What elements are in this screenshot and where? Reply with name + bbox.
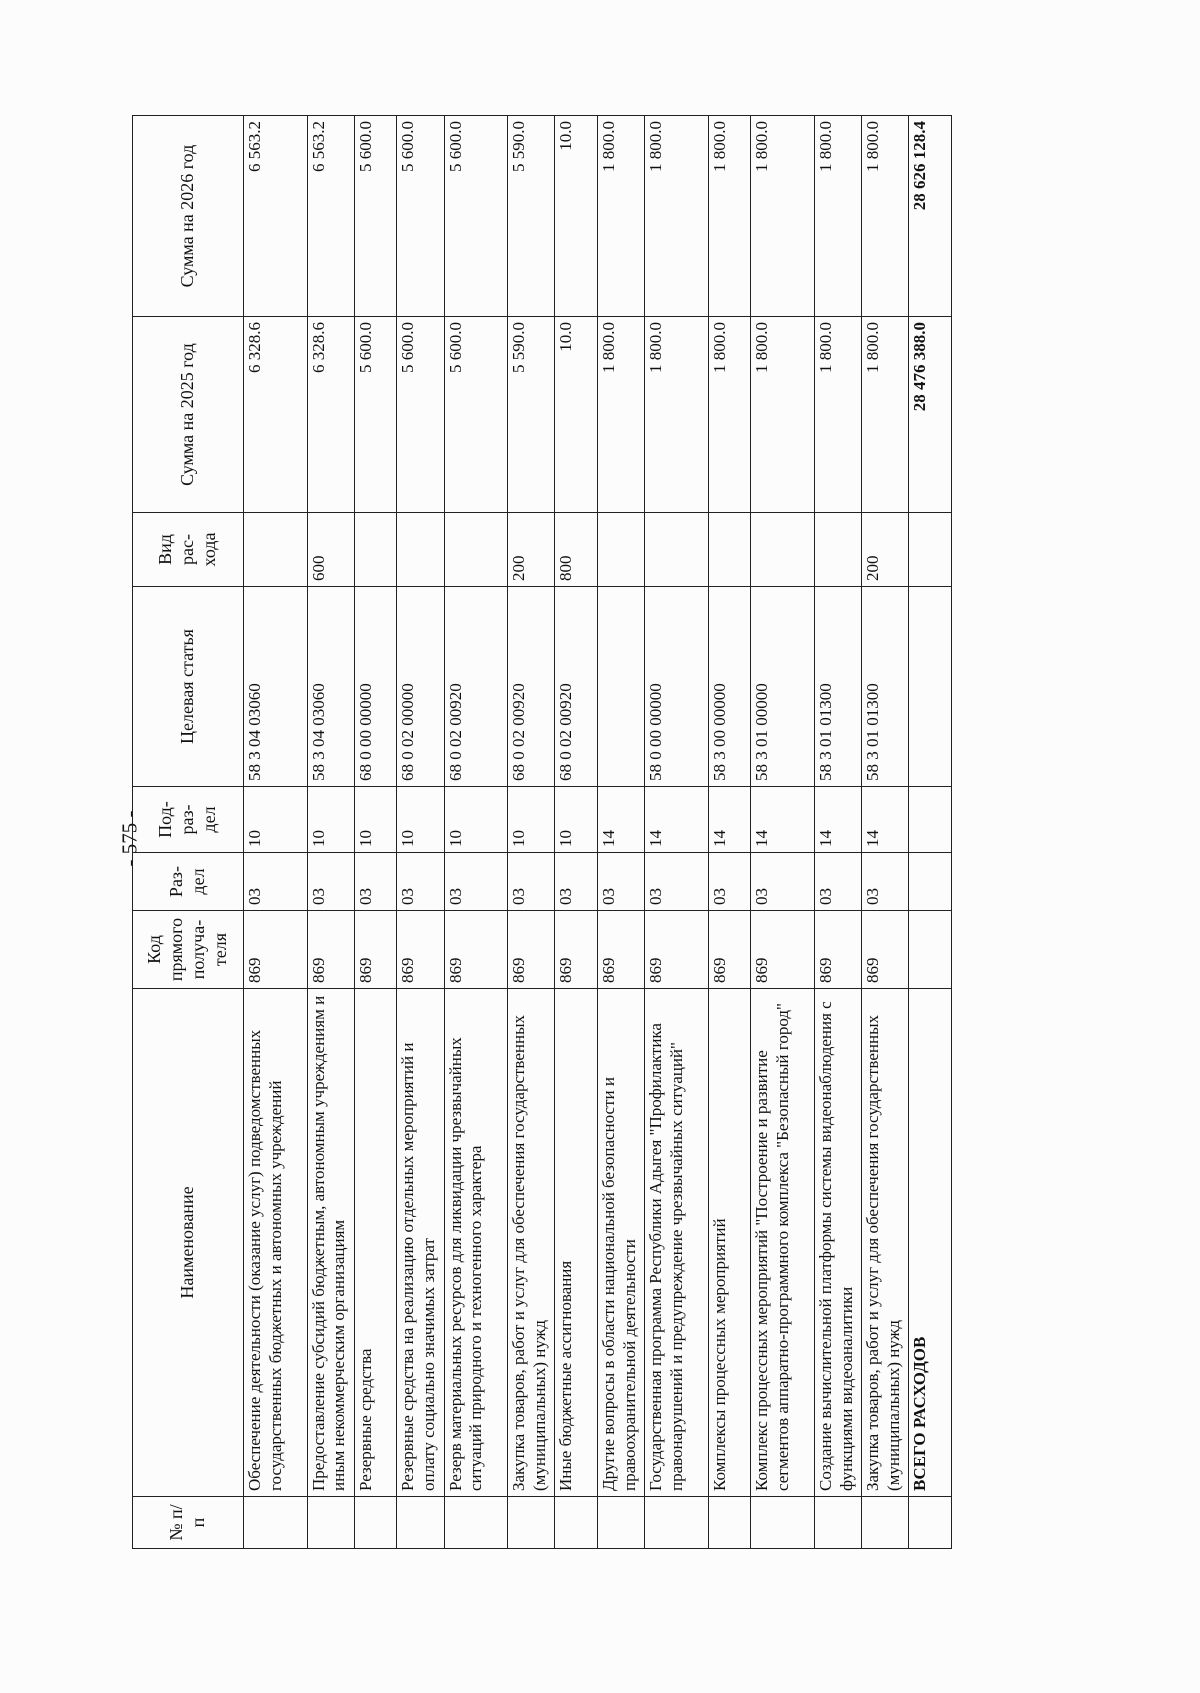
cell-sum2025: 1 800.0 xyxy=(708,317,750,513)
cell-section: 03 xyxy=(815,853,862,911)
cell-sum2025: 6 328.6 xyxy=(244,317,308,513)
cell-expense-type xyxy=(645,513,709,587)
cell-expense-type xyxy=(751,513,815,587)
cell-subsection: 14 xyxy=(645,787,709,853)
cell-name: Комплексы процессных мероприятий xyxy=(708,989,750,1497)
cell-name: Резерв материальных ресурсов для ликвидации чрезвычайных ситуаций природного и техногенного характера xyxy=(444,989,508,1497)
cell-sum2026: 1 800.0 xyxy=(862,116,909,317)
cell-sum2026: 1 800.0 xyxy=(751,116,815,317)
cell-num xyxy=(444,1497,508,1549)
cell-expense-type xyxy=(244,513,308,587)
cell-recipient: 869 xyxy=(244,911,308,989)
cell-sum2025: 1 800.0 xyxy=(751,317,815,513)
cell-target: 58 3 04 03060 xyxy=(307,587,354,787)
cell-section: 03 xyxy=(751,853,815,911)
cell-sum2025: 1 800.0 xyxy=(645,317,709,513)
table-row xyxy=(354,116,396,1549)
cell-num xyxy=(597,1497,644,1549)
cell-num xyxy=(862,1497,909,1549)
cell-section: 03 xyxy=(645,853,709,911)
table-row xyxy=(597,116,644,1549)
cell-section xyxy=(909,853,952,911)
table-row xyxy=(645,116,709,1549)
cell-sum2025: 5 600.0 xyxy=(397,317,444,513)
cell-target: 58 0 00 00000 xyxy=(645,587,709,787)
header-target: Целевая статья xyxy=(133,587,244,787)
header-row xyxy=(133,116,244,1549)
total-sum2026: 28 626 128.4 xyxy=(909,116,952,317)
cell-name: Резервные средства xyxy=(354,989,396,1497)
cell-sum2025: 5 600.0 xyxy=(354,317,396,513)
cell-expense-type xyxy=(597,513,644,587)
cell-recipient: 869 xyxy=(444,911,508,989)
cell-sum2026: 1 800.0 xyxy=(815,116,862,317)
cell-expense-type: 200 xyxy=(508,513,555,587)
cell-sum2025: 10.0 xyxy=(555,317,597,513)
cell-name: Закупка товаров, работ и услуг для обеспечения государственных (муниципальных) нужд xyxy=(862,989,909,1497)
cell-target: 68 0 02 00920 xyxy=(508,587,555,787)
cell-subsection xyxy=(909,787,952,853)
cell-sum2026: 1 800.0 xyxy=(708,116,750,317)
cell-expense-type xyxy=(444,513,508,587)
cell-expense-type xyxy=(397,513,444,587)
cell-sum2026: 5 600.0 xyxy=(354,116,396,317)
table-row xyxy=(751,116,815,1549)
cell-target: 68 0 02 00920 xyxy=(555,587,597,787)
cell-subsection: 14 xyxy=(597,787,644,853)
cell-target: 68 0 02 00000 xyxy=(397,587,444,787)
page-number: - 575 - xyxy=(117,810,142,867)
cell-sum2025: 1 800.0 xyxy=(862,317,909,513)
cell-expense-type xyxy=(909,513,952,587)
cell-expense-type: 600 xyxy=(307,513,354,587)
cell-num xyxy=(307,1497,354,1549)
table-row xyxy=(307,116,354,1549)
cell-section: 03 xyxy=(862,853,909,911)
cell-subsection: 10 xyxy=(444,787,508,853)
total-row xyxy=(909,116,952,1549)
total-sum2025: 28 476 388.0 xyxy=(909,317,952,513)
cell-recipient: 869 xyxy=(508,911,555,989)
budget-table xyxy=(132,115,952,1549)
cell-sum2025: 6 328.6 xyxy=(307,317,354,513)
cell-recipient: 869 xyxy=(354,911,396,989)
cell-recipient: 869 xyxy=(397,911,444,989)
cell-recipient: 869 xyxy=(555,911,597,989)
header-expense-type: Вид рас-хода xyxy=(133,513,244,587)
header-name: Наименование xyxy=(133,989,244,1497)
cell-name: Государственная программа Республики Адыгея "Профилактика правонарушений и предупреждение чрезвычайных ситуаций" xyxy=(645,989,709,1497)
header-recipient: Код прямого получа-теля xyxy=(133,911,244,989)
cell-sum2026: 10.0 xyxy=(555,116,597,317)
cell-subsection: 10 xyxy=(397,787,444,853)
cell-name: Комплекс процессных мероприятий "Построение и развитие сегментов аппаратно-программного комплекса "Безопасный город" xyxy=(751,989,815,1497)
cell-recipient: 869 xyxy=(645,911,709,989)
cell-section: 03 xyxy=(354,853,396,911)
cell-target xyxy=(909,587,952,787)
cell-subsection: 10 xyxy=(354,787,396,853)
table-row xyxy=(708,116,750,1549)
table-row xyxy=(397,116,444,1549)
cell-target: 68 0 02 00920 xyxy=(444,587,508,787)
cell-subsection: 10 xyxy=(508,787,555,853)
table-row xyxy=(508,116,555,1549)
cell-name: Другие вопросы в области национальной безопасности и правоохранительной деятельности xyxy=(597,989,644,1497)
header-num: № п/п xyxy=(133,1497,244,1549)
cell-sum2026: 5 590.0 xyxy=(508,116,555,317)
cell-expense-type: 800 xyxy=(555,513,597,587)
cell-num xyxy=(555,1497,597,1549)
cell-subsection: 14 xyxy=(815,787,862,853)
cell-sum2025: 5 590.0 xyxy=(508,317,555,513)
cell-name: Предоставление субсидий бюджетным, автономным учреждениям и иным некоммерческим организациям xyxy=(307,989,354,1497)
cell-sum2026: 1 800.0 xyxy=(645,116,709,317)
cell-section: 03 xyxy=(244,853,308,911)
cell-recipient xyxy=(909,911,952,989)
cell-recipient: 869 xyxy=(708,911,750,989)
cell-section: 03 xyxy=(597,853,644,911)
cell-num xyxy=(751,1497,815,1549)
table-row xyxy=(862,116,909,1549)
cell-target: 68 0 00 00000 xyxy=(354,587,396,787)
cell-section: 03 xyxy=(508,853,555,911)
cell-subsection: 14 xyxy=(862,787,909,853)
cell-name: Обеспечение деятельности (оказание услуг) подведомственных государственных бюджетных и автономных учреждений xyxy=(244,989,308,1497)
cell-num xyxy=(354,1497,396,1549)
cell-section: 03 xyxy=(708,853,750,911)
cell-name: Создание вычислительной платформы системы видеонаблюдения с функциями видеоаналитики xyxy=(815,989,862,1497)
cell-num xyxy=(397,1497,444,1549)
table-row xyxy=(444,116,508,1549)
header-subsection: Под-раз-дел xyxy=(133,787,244,853)
cell-expense-type xyxy=(354,513,396,587)
cell-sum2026: 6 563.2 xyxy=(244,116,308,317)
table-row xyxy=(555,116,597,1549)
cell-section: 03 xyxy=(555,853,597,911)
rotated-table-wrapper xyxy=(132,116,952,1549)
cell-num xyxy=(909,1497,952,1549)
cell-sum2025: 5 600.0 xyxy=(444,317,508,513)
cell-section: 03 xyxy=(307,853,354,911)
cell-num xyxy=(708,1497,750,1549)
cell-recipient: 869 xyxy=(815,911,862,989)
cell-name: Иные бюджетные ассигнования xyxy=(555,989,597,1497)
cell-section: 03 xyxy=(397,853,444,911)
cell-sum2025: 1 800.0 xyxy=(815,317,862,513)
cell-expense-type xyxy=(815,513,862,587)
cell-sum2026: 5 600.0 xyxy=(397,116,444,317)
cell-target: 58 3 00 00000 xyxy=(708,587,750,787)
cell-subsection: 10 xyxy=(244,787,308,853)
header-sum2026: Сумма на 2026 год xyxy=(133,116,244,317)
cell-name: Резервные средства на реализацию отдельных мероприятий и оплату социально значимых затрат xyxy=(397,989,444,1497)
cell-recipient: 869 xyxy=(751,911,815,989)
cell-recipient: 869 xyxy=(307,911,354,989)
table-row xyxy=(244,116,308,1549)
cell-subsection: 10 xyxy=(555,787,597,853)
cell-target: 58 3 01 01300 xyxy=(815,587,862,787)
cell-section: 03 xyxy=(444,853,508,911)
cell-sum2026: 5 600.0 xyxy=(444,116,508,317)
cell-expense-type xyxy=(708,513,750,587)
cell-num xyxy=(645,1497,709,1549)
cell-target: 58 3 01 01300 xyxy=(862,587,909,787)
cell-target: 58 3 04 03060 xyxy=(244,587,308,787)
table-row xyxy=(815,116,862,1549)
cell-name: Закупка товаров, работ и услуг для обеспечения государственных (муниципальных) нужд xyxy=(508,989,555,1497)
cell-subsection: 10 xyxy=(307,787,354,853)
cell-num xyxy=(244,1497,308,1549)
cell-sum2026: 6 563.2 xyxy=(307,116,354,317)
cell-target xyxy=(597,587,644,787)
cell-target: 58 3 01 00000 xyxy=(751,587,815,787)
cell-sum2025: 1 800.0 xyxy=(597,317,644,513)
cell-recipient: 869 xyxy=(597,911,644,989)
cell-subsection: 14 xyxy=(708,787,750,853)
cell-num xyxy=(815,1497,862,1549)
cell-sum2026: 1 800.0 xyxy=(597,116,644,317)
total-label: ВСЕГО РАСХОДОВ xyxy=(909,989,952,1497)
cell-expense-type: 200 xyxy=(862,513,909,587)
cell-num xyxy=(508,1497,555,1549)
cell-subsection: 14 xyxy=(751,787,815,853)
cell-recipient: 869 xyxy=(862,911,909,989)
header-sum2025: Сумма на 2025 год xyxy=(133,317,244,513)
header-section: Раз-дел xyxy=(133,853,244,911)
